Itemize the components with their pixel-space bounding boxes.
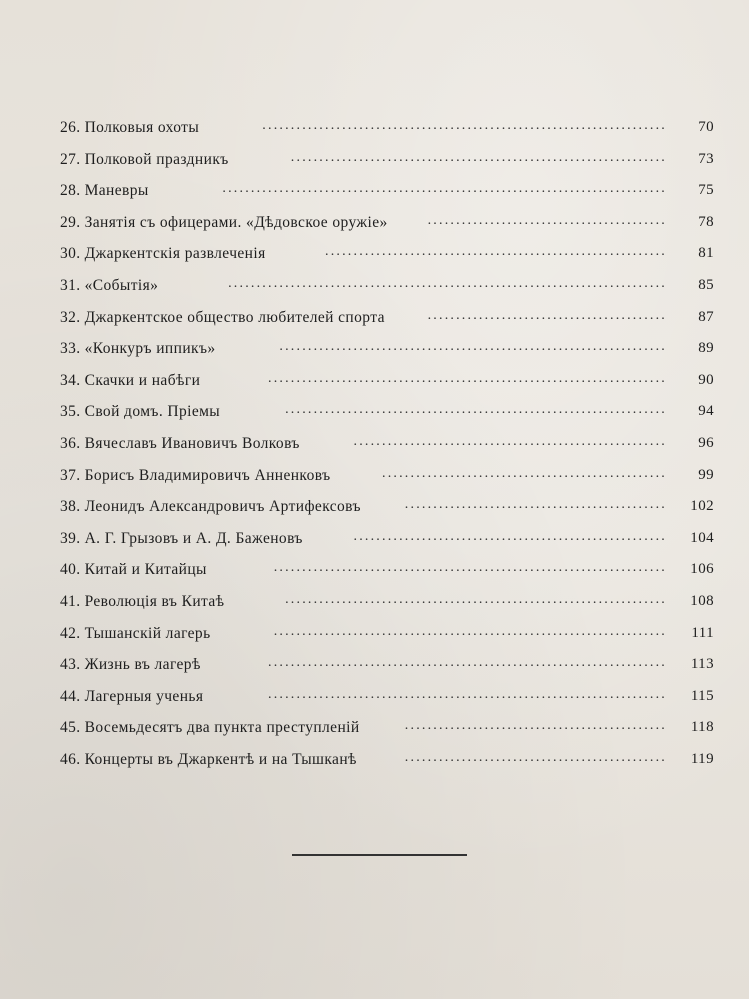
- toc-entry-number: 36.: [60, 434, 81, 452]
- toc-entry-page-number: 108: [690, 592, 714, 609]
- toc-entry: [60, 240, 720, 272]
- toc-entry-title: [60, 656, 201, 674]
- toc-entry-page-number: 115: [690, 687, 714, 704]
- toc-entry-page-number: 87: [698, 308, 714, 325]
- toc-entry-page-number: 113: [690, 656, 714, 673]
- dot-leader: ..........................................: [427, 212, 667, 228]
- toc-entry-page-number: 106: [690, 561, 714, 578]
- toc-entry-page-number: 81: [698, 245, 714, 262]
- toc-entry-text: Полковой праздникъ: [84, 150, 229, 168]
- toc-entry: [60, 304, 720, 336]
- toc-entry-number: 29.: [60, 213, 81, 231]
- toc-entry-title: [60, 688, 203, 706]
- toc-entry-title: [60, 309, 385, 327]
- toc-entry: [60, 430, 720, 462]
- dot-leader: .....................................................................: [273, 623, 667, 639]
- toc-entry-title: [60, 467, 330, 485]
- toc-entry: [60, 620, 720, 652]
- toc-entry-title: [60, 151, 229, 169]
- toc-entry-text: Джаркентское общество любителей спорта: [84, 308, 385, 326]
- dot-leader: ....................................................................: [279, 339, 667, 355]
- toc-entry-number: 45.: [60, 719, 81, 737]
- toc-entry-title: [60, 182, 149, 200]
- toc-entry-title: [60, 530, 303, 548]
- toc-entry-number: 38.: [60, 498, 81, 516]
- toc-entry: [60, 209, 720, 241]
- toc-entry-number: 26.: [60, 119, 81, 136]
- toc-entry: [60, 398, 720, 430]
- toc-entry-title: [60, 498, 361, 516]
- toc-entry: [60, 177, 720, 209]
- toc-entry: [60, 746, 720, 778]
- toc-entry-text: Китай и Китайцы: [84, 561, 207, 579]
- toc-entry: [60, 556, 720, 588]
- toc-entry-number: 42.: [60, 624, 81, 642]
- toc-entry-page-number: 96: [698, 434, 714, 451]
- dot-leader: ...................................................................: [285, 402, 667, 418]
- toc-entry-number: 33.: [60, 340, 81, 358]
- toc-entry-number: 30.: [60, 245, 81, 263]
- dot-leader: ......................................................................: [268, 655, 667, 671]
- dot-leader: ..............................................................................: [222, 181, 667, 197]
- toc-entry-title: [60, 214, 388, 232]
- toc-entry-text: Вячеславъ Ивановичъ Волковъ: [84, 434, 300, 452]
- toc-entry-number: 39.: [60, 529, 81, 547]
- dot-leader: ..............................................: [404, 497, 667, 513]
- toc-entry-title: [60, 403, 220, 421]
- dot-leader: ......................................................................: [268, 370, 667, 386]
- toc-entry-page-number: 111: [691, 624, 714, 641]
- toc-entry-title: [60, 625, 211, 643]
- toc-entry-number: 31.: [60, 276, 81, 294]
- toc-entry: [60, 683, 720, 715]
- toc-entry-title: [60, 245, 266, 263]
- toc-entry-page-number: 118: [690, 719, 714, 736]
- toc-entry: [60, 493, 720, 525]
- toc-entry-text: Леонидъ Александровичъ Артифексовъ: [84, 498, 361, 516]
- toc-entry-page-number: 102: [690, 498, 714, 515]
- toc-entry-title: [60, 751, 357, 769]
- toc-entry-text: Революція въ Китаѣ: [84, 592, 225, 610]
- toc-entry-page-number: 104: [690, 529, 714, 546]
- toc-entry-number: 34.: [60, 371, 81, 389]
- toc-entry-title: [60, 277, 158, 295]
- toc-entry-number: 44.: [60, 687, 81, 705]
- toc-entry-number: 43.: [60, 656, 81, 674]
- toc-entry-page-number: 90: [698, 371, 714, 388]
- end-rule: [292, 854, 467, 856]
- toc-entry: [60, 335, 720, 367]
- toc-entry-text: Жизнь въ лагерѣ: [84, 656, 201, 674]
- dot-leader: ...................................................................: [285, 591, 667, 607]
- toc-entry-text: Восемьдесятъ два пункта преступленій: [84, 719, 360, 737]
- toc-entry-page-number: 119: [690, 750, 714, 767]
- toc-entry-number: 41.: [60, 592, 81, 610]
- toc-entry: [60, 462, 720, 494]
- dot-leader: ............................................................: [325, 244, 667, 260]
- toc-entry-number: 27.: [60, 150, 81, 168]
- dot-leader: ..................................................................: [290, 149, 667, 165]
- dot-leader: ..............................................: [404, 718, 667, 734]
- toc-entry-text: «Конкуръ иппикъ»: [84, 340, 216, 358]
- dot-leader: ..................................................: [382, 465, 667, 481]
- toc-entry-page-number: 89: [698, 340, 714, 357]
- toc-entry-number: 35.: [60, 403, 81, 421]
- dot-leader: ..............................................: [404, 749, 667, 765]
- dot-leader: .............................................................................: [228, 275, 667, 291]
- toc-entry: [60, 146, 720, 178]
- toc-entry: [60, 714, 720, 746]
- toc-entry-page-number: 73: [698, 150, 714, 167]
- dot-leader: .......................................................: [353, 433, 667, 449]
- toc-entry-page-number: 78: [698, 213, 714, 230]
- toc-entry-page-number: 85: [698, 276, 714, 293]
- toc-entry-title: [60, 719, 360, 737]
- toc-entry-text: «Событія»: [84, 276, 159, 294]
- toc-entry-text: Маневры: [84, 182, 149, 200]
- toc-entry-text: Скачки и набѣги: [84, 371, 201, 389]
- toc-entry-page-number: 70: [698, 119, 714, 135]
- toc-entry-number: 37.: [60, 466, 81, 484]
- toc-entry-title: [60, 119, 199, 137]
- toc-entry-page-number: 75: [698, 182, 714, 199]
- dot-leader: .......................................................: [353, 528, 667, 544]
- toc-entry-text: Лагерныя ученья: [84, 687, 204, 705]
- toc-entry: [60, 588, 720, 620]
- toc-entry-page-number: 94: [698, 403, 714, 420]
- toc-entry-text: Полковыя охоты: [84, 119, 200, 136]
- toc-entry-title: [60, 372, 200, 390]
- toc-entry-number: 28.: [60, 182, 81, 200]
- toc-entry-text: Свой домъ. Пріемы: [84, 403, 221, 421]
- dot-leader: ..........................................: [427, 307, 667, 323]
- toc-entry-number: 40.: [60, 561, 81, 579]
- toc-entry: [60, 525, 720, 557]
- toc-entry-text: Тышанскій лагерь: [84, 624, 211, 642]
- table-of-contents: [60, 114, 720, 777]
- toc-entry-page-number: 99: [698, 466, 714, 483]
- toc-entry-title: [60, 435, 300, 453]
- dot-leader: .....................................................................: [273, 560, 667, 576]
- toc-entry-text: Джаркентскія развлеченія: [84, 245, 266, 263]
- toc-entry: [60, 367, 720, 399]
- toc-entry-text: Борисъ Владимировичъ Анненковъ: [84, 466, 331, 484]
- toc-entry-text: Концерты въ Джаркентѣ и на Тышканѣ: [84, 750, 357, 768]
- toc-entry-title: [60, 561, 207, 579]
- toc-entry-text: А. Г. Грызовъ и А. Д. Баженовъ: [84, 529, 303, 547]
- toc-entry: [60, 651, 720, 683]
- toc-entry: [60, 272, 720, 304]
- toc-entry: [60, 114, 720, 146]
- dot-leader: ......................................................................: [268, 686, 667, 702]
- toc-entry-text: Занятія съ офицерами. «Дѣдовское оружіе»: [84, 213, 388, 231]
- dot-leader: .......................................................................: [262, 118, 667, 133]
- toc-entry-title: [60, 593, 224, 611]
- toc-entry-number: 32.: [60, 308, 81, 326]
- toc-entry-title: [60, 340, 216, 358]
- toc-entry-number: 46.: [60, 750, 81, 768]
